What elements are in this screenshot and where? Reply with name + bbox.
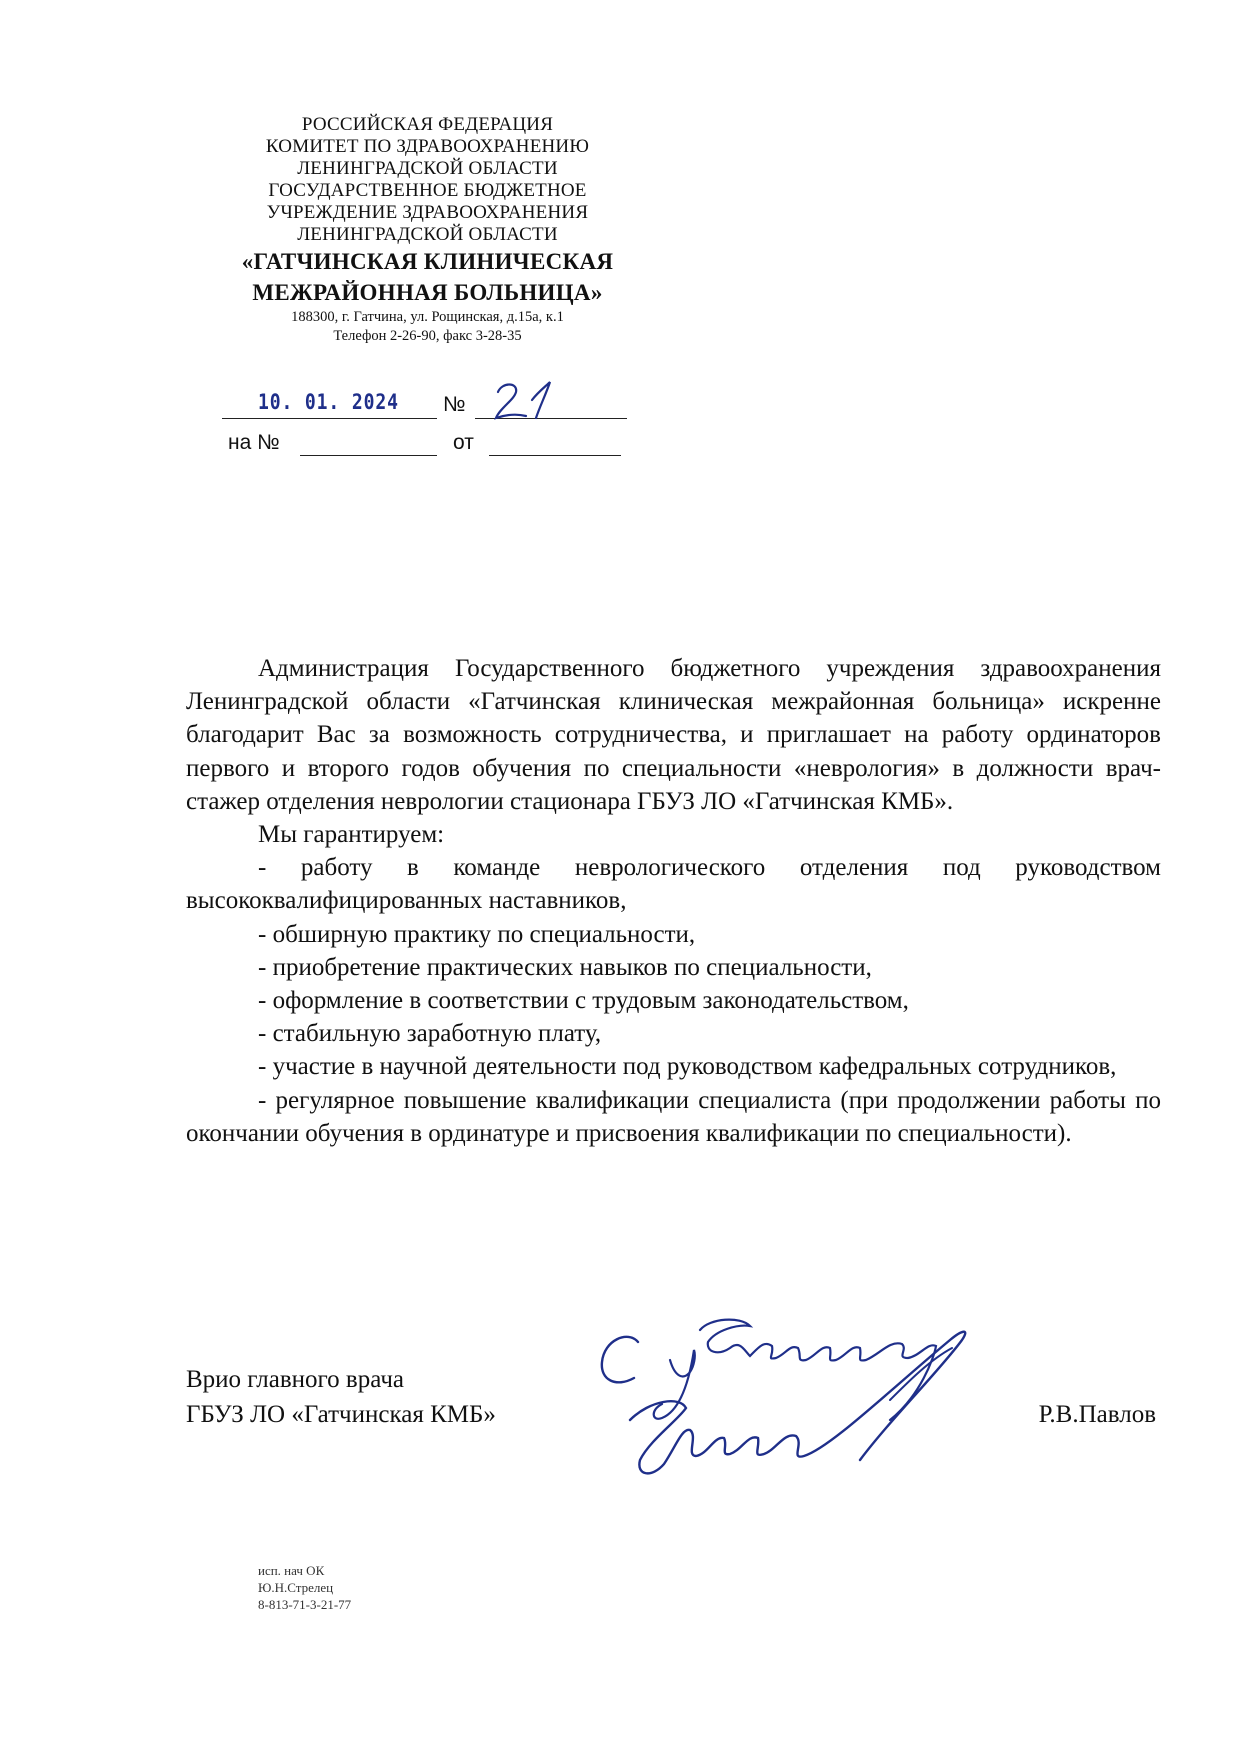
date-stamp: 10. 01. 2024: [258, 390, 399, 414]
letterhead-line: ГОСУДАРСТВЕННОЕ БЮДЖЕТНОЕ: [268, 180, 587, 201]
letter-body: [186, 652, 1161, 1150]
letterhead-line: РОССИЙСКАЯ ФЕДЕРАЦИЯ: [301, 114, 554, 135]
in-reply-label: на №: [228, 431, 280, 454]
intro-paragraph: Администрация Государственного бюджетного учреждения здравоохранения Ленинградской области «Гатчинская клиническая межрайонная больница» искренне благодарит Вас за возможность сотрудничества, и приглашает на работу ординаторов первого и второго годов обучения по специальности «неврология» в должности врач-стажер отделения неврологии стационара ГБУЗ ЛО «Гатчинская КМБ».: [186, 655, 1161, 815]
handwritten-number: [492, 378, 562, 424]
guarantee-heading: Мы гарантируем:: [258, 821, 445, 849]
guarantee-item: - работу в команде неврологического отделения под руководством высококвалифицированных наставников,: [186, 854, 1161, 915]
letterhead: [190, 114, 665, 346]
in-reply-line: [300, 455, 437, 456]
signatory-position-line1: Врио главного врача: [186, 1366, 404, 1393]
hospital-phone: Телефон 2-26-90, факс 3-28-35: [333, 328, 522, 344]
handwritten-signature: [590, 1300, 1050, 1500]
hospital-name-line2: МЕЖРАЙОННАЯ БОЛЬНИЦА»: [252, 280, 603, 305]
guarantee-item: - приобретение практических навыков по специальности,: [258, 953, 872, 981]
executor-info: [258, 1562, 351, 1613]
signatory-position: [186, 1362, 496, 1432]
date-line: [222, 418, 437, 419]
guarantee-item: - участие в научной деятельности под руководством кафедральных сотрудников,: [258, 1053, 1117, 1081]
letterhead-line: УЧРЕЖДЕНИЕ ЗДРАВООХРАНЕНИЯ: [266, 202, 589, 223]
guarantee-item: - обширную практику по специальности,: [258, 920, 696, 948]
number-label: №: [443, 393, 466, 416]
hospital-address: 188300, г. Гатчина, ул. Рощинская, д.15а, к.1: [291, 309, 564, 325]
from-line: [489, 455, 621, 456]
guarantee-item: - оформление в соответствии с трудовым законодательством,: [258, 987, 909, 1015]
signatory-name: Р.В.Павлов: [1038, 1401, 1156, 1428]
letterhead-line: ЛЕНИНГРАДСКОЙ ОБЛАСТИ: [297, 224, 558, 245]
hospital-name-line1: «ГАТЧИНСКАЯ КЛИНИЧЕСКАЯ: [241, 249, 614, 274]
guarantee-item: - регулярное повышение квалификации специалиста (при продолжении работы по окончании обучения в ординатуре и присвоения квалификации по специальности).: [186, 1086, 1161, 1147]
executor-position: исп. нач ОК: [258, 1563, 325, 1578]
from-label: от: [453, 431, 474, 454]
signatory-position-line2: ГБУЗ ЛО «Гатчинская КМБ»: [186, 1401, 496, 1428]
guarantee-item: - стабильную заработную плату,: [258, 1020, 602, 1048]
letterhead-line: КОМИТЕТ ПО ЗДРАВООХРАНЕНИЮ: [265, 136, 590, 157]
executor-name: Ю.Н.Стрелец: [258, 1580, 334, 1595]
executor-phone: 8-813-71-3-21-77: [258, 1597, 352, 1612]
letterhead-line: ЛЕНИНГРАДСКОЙ ОБЛАСТИ: [297, 158, 558, 179]
